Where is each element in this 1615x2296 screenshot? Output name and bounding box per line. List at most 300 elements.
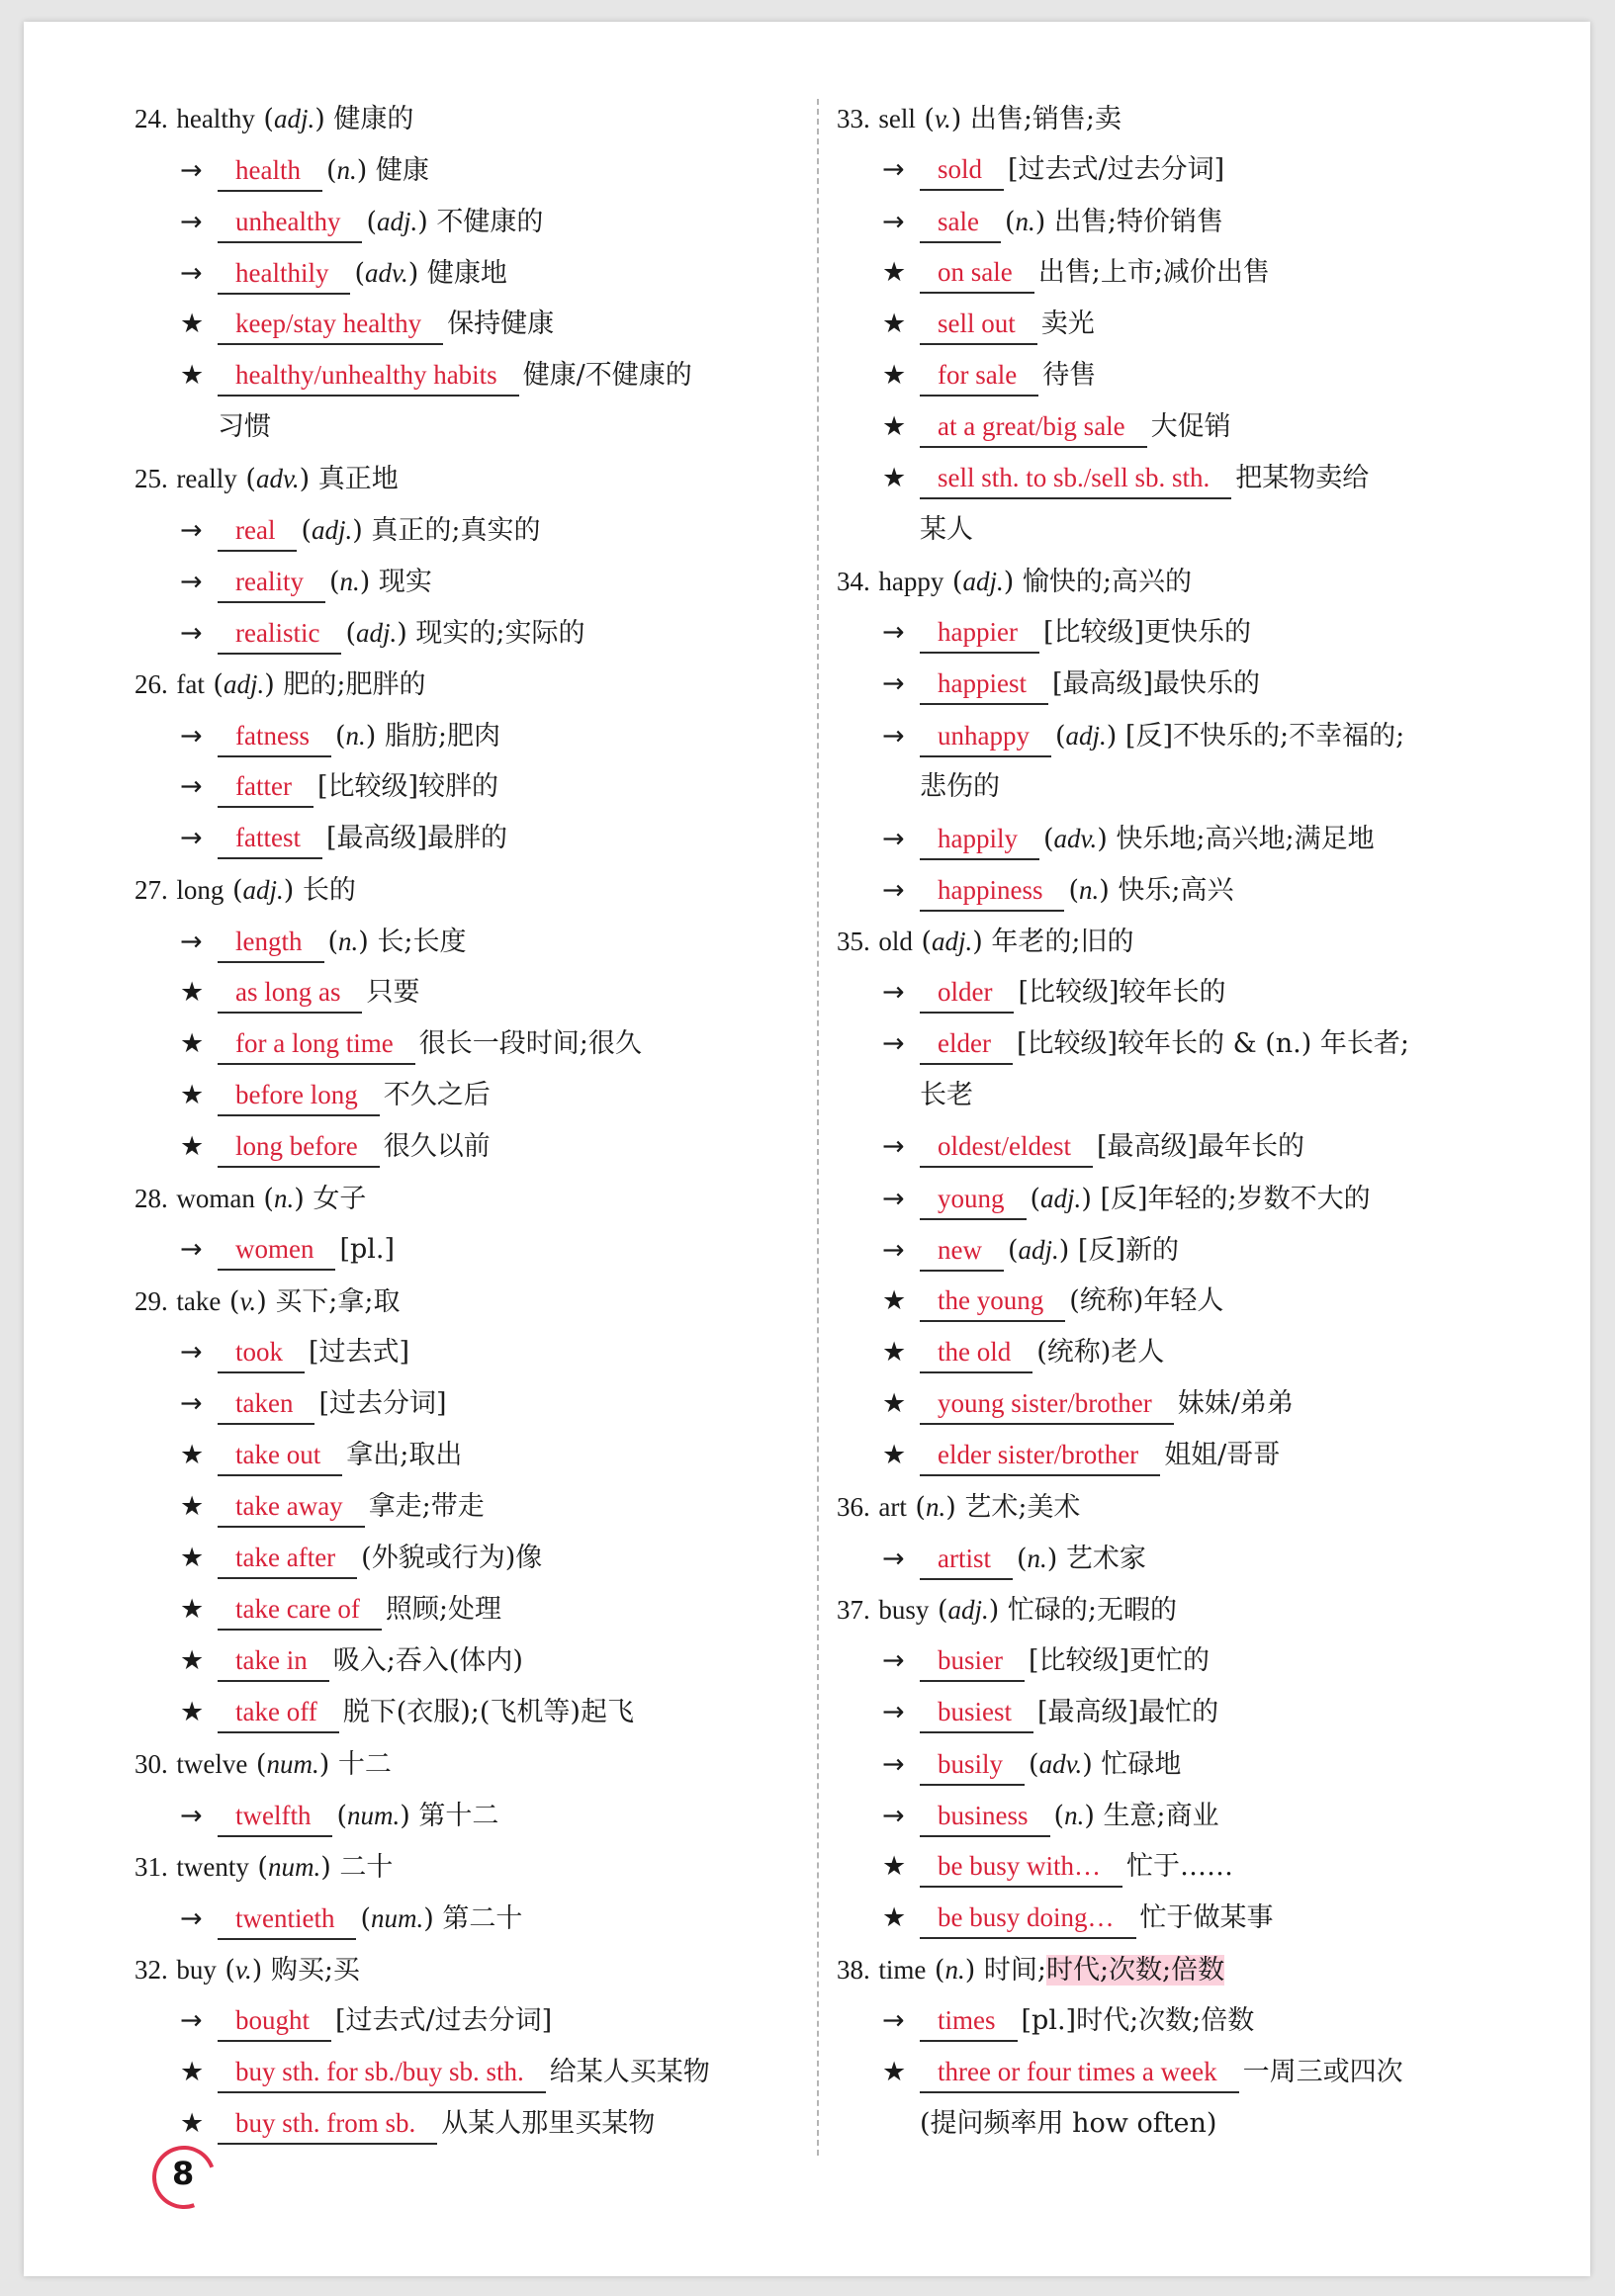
entry-derivative — [135, 2098, 827, 2150]
arrow-icon: → — [180, 771, 203, 802]
headword: old — [878, 927, 913, 956]
entry-derivative — [135, 813, 827, 864]
part-of-speech: v. — [234, 1955, 252, 1985]
arrow-icon: → — [180, 155, 203, 186]
part-of-speech: adj. — [962, 567, 1004, 596]
star-icon: ★ — [882, 1285, 907, 1316]
entry-derivative — [135, 1584, 827, 1635]
part-of-speech: adj. — [356, 618, 398, 648]
answer-blank: happiness — [920, 870, 1064, 912]
chinese-meaning: (统称)年轻人 — [1069, 1285, 1224, 1316]
answer-blank: take off — [218, 1692, 339, 1733]
part-of-speech: n. — [925, 1492, 946, 1522]
chinese-meaning: [比较级]更快乐的 — [1042, 617, 1252, 648]
part-of-speech: n. — [336, 155, 357, 185]
chinese-meaning: 忙于做某事 — [1139, 1902, 1274, 1933]
star-icon: ★ — [180, 1491, 205, 1522]
star-icon: ★ — [882, 411, 907, 442]
headword: happy — [878, 567, 944, 596]
chinese-meaning: 很久以前 — [383, 1131, 491, 1162]
entry-headword: 30. twelve (num.) 十二 — [135, 1749, 392, 1780]
chinese-meaning: [反]年轻的;岁数不大的 — [1100, 1184, 1371, 1214]
answer-blank: sale — [920, 202, 1001, 243]
entry-derivative — [135, 1430, 827, 1481]
entry-derivative — [135, 1070, 827, 1121]
arrow-icon: → — [882, 824, 905, 854]
entry-derivative — [837, 2047, 1529, 2098]
part-of-speech: n. — [273, 1184, 295, 1213]
star-icon: ★ — [180, 1697, 205, 1727]
entry-derivative — [135, 350, 827, 401]
chinese-meaning: 快乐;高兴 — [1118, 875, 1234, 906]
entry-derivative: → young (adj.) [反]年轻的;岁数不大的 — [837, 1173, 1529, 1224]
answer-blank: fattest — [218, 818, 322, 859]
star-icon: ★ — [180, 2057, 205, 2087]
star-icon: ★ — [180, 1080, 205, 1110]
entry-derivative: → happiness (n.) 快乐;高兴 — [837, 864, 1529, 916]
star-icon: ★ — [180, 977, 205, 1008]
entry-derivative — [837, 1378, 1529, 1430]
answer-blank: older — [920, 972, 1014, 1014]
arrow-icon: → — [882, 721, 905, 751]
answer-blank: health — [218, 150, 322, 192]
part-of-speech: n. — [1079, 875, 1100, 905]
answer-blank: happily — [920, 819, 1039, 860]
entry-number: 26. — [135, 669, 168, 699]
chinese-meaning: 给某人买某物 — [549, 2057, 710, 2087]
chinese-meaning: 姐姐/哥哥 — [1164, 1440, 1281, 1470]
arrow-icon: → — [180, 567, 203, 597]
answer-blank: three or four times a week — [920, 2052, 1239, 2093]
entry-derivative — [837, 1327, 1529, 1378]
entry-number: 36. — [837, 1492, 870, 1522]
chinese-meaning: [过去式] — [309, 1337, 410, 1368]
answer-blank: unhappy — [920, 716, 1051, 757]
entry-derivative — [135, 967, 827, 1018]
entry-derivative — [135, 1687, 827, 1738]
star-icon: ★ — [180, 309, 205, 339]
chinese-meaning: 健康 — [375, 155, 429, 186]
workbook-page — [24, 22, 1590, 2276]
chinese-meaning: [比较级]较年长的 & (n.) 年长者; — [1016, 1028, 1409, 1059]
part-of-speech: adv. — [255, 464, 300, 493]
headword: healthy — [176, 104, 255, 133]
chinese-meaning: [过去式/过去分词] — [335, 2005, 553, 2036]
part-of-speech: adj. — [947, 1595, 989, 1625]
part-of-speech: num. — [267, 1852, 321, 1882]
chinese-meaning: (统称)老人 — [1036, 1337, 1165, 1368]
entry-number: 29. — [135, 1286, 168, 1316]
chinese-meaning: 快乐地;高兴地;满足地 — [1116, 824, 1375, 854]
answer-blank: sell out — [920, 304, 1037, 345]
chinese-meaning: [最高级]最快乐的 — [1051, 668, 1261, 699]
chinese-meaning: 待售 — [1042, 360, 1097, 391]
arrow-icon: → — [882, 668, 905, 699]
answer-blank: at a great/big sale — [920, 406, 1147, 448]
answer-blank: new — [920, 1230, 1004, 1272]
entry-number: 34. — [837, 567, 870, 596]
star-icon: ★ — [180, 1028, 205, 1059]
entry-derivative: → realistic (adj.) 现实的;实际的 — [135, 607, 827, 659]
entry-derivative — [837, 1121, 1529, 1173]
entry-headword: 35. old (adj.) 年老的;旧的 — [837, 927, 1134, 957]
entry-derivative — [135, 1481, 827, 1533]
chinese-meaning: 卖光 — [1040, 309, 1095, 339]
chinese-meaning: 十二 — [337, 1749, 392, 1780]
answer-blank: be busy doing… — [920, 1898, 1136, 1939]
star-icon: ★ — [882, 360, 907, 391]
chinese-meaning: 愉快的;高兴的 — [1022, 567, 1192, 597]
chinese-meaning: 艺术家 — [1065, 1544, 1146, 1574]
arrow-icon: → — [882, 1235, 905, 1266]
part-of-speech: adv. — [1038, 1749, 1083, 1779]
answer-blank: busier — [920, 1640, 1025, 1682]
chinese-meaning: [最高级]最忙的 — [1037, 1697, 1219, 1727]
column-divider — [817, 99, 819, 2156]
part-of-speech: num. — [347, 1801, 401, 1830]
chinese-meaning: 健康/不健康的 — [522, 360, 692, 391]
answer-blank: women — [218, 1229, 335, 1271]
chinese-meaning: [比较级]较年长的 — [1018, 977, 1226, 1008]
entry-derivative — [837, 247, 1529, 299]
star-icon: ★ — [882, 463, 907, 493]
chinese-meaning: 现实的;实际的 — [415, 618, 585, 649]
entry-headword: 25. really (adv.) 真正地 — [135, 464, 399, 494]
page-number: 8 — [172, 2155, 195, 2192]
entry-headword: 37. busy (adj.) 忙碌的;无暇的 — [837, 1595, 1177, 1626]
chinese-meaning: 女子 — [313, 1184, 367, 1214]
entry-derivative: → happily (adv.) 快乐地;高兴地;满足地 — [837, 813, 1529, 864]
part-of-speech: adj. — [1018, 1235, 1059, 1265]
arrow-icon: → — [882, 1645, 905, 1676]
entry-derivative: → fatness (n.) 脂肪;肥肉 — [135, 710, 827, 761]
chinese-meaning: 不健康的 — [436, 207, 544, 237]
entry-derivative — [135, 1327, 827, 1378]
chinese-meaning: 大促销 — [1150, 411, 1231, 442]
entry-derivative — [837, 1893, 1529, 1944]
answer-blank: buy sth. for sb./buy sb. sth. — [218, 2052, 546, 2093]
entry-derivative — [135, 1635, 827, 1687]
arrow-icon: → — [882, 1749, 905, 1780]
answer-blank: busiest — [920, 1692, 1033, 1733]
arrow-icon: → — [882, 1544, 905, 1574]
star-icon: ★ — [882, 1337, 907, 1368]
entry-headword: 36. art (n.) 艺术;美术 — [837, 1492, 1081, 1523]
answer-blank: length — [218, 922, 324, 963]
entry-number: 28. — [135, 1184, 168, 1213]
chinese-meaning: 真正的;真实的 — [371, 515, 541, 546]
arrow-icon: → — [180, 1234, 203, 1265]
chinese-meaning: 脱下(衣服);(飞机等)起飞 — [342, 1697, 634, 1727]
arrow-icon: → — [882, 1028, 905, 1059]
chinese-meaning: 二十 — [339, 1852, 394, 1883]
answer-blank: buy sth. from sb. — [218, 2103, 437, 2145]
arrow-icon: → — [180, 515, 203, 546]
arrow-icon: → — [180, 1903, 203, 1934]
star-icon: ★ — [180, 1440, 205, 1470]
star-icon: ★ — [882, 1388, 907, 1419]
entry-derivative: → unhappy (adj.) [反]不快乐的;不幸福的; — [837, 710, 1529, 761]
chinese-meaning: 脂肪;肥肉 — [384, 721, 501, 751]
headword: long — [176, 875, 224, 905]
chinese-meaning: 忙于…… — [1126, 1851, 1233, 1882]
entry-derivative: → sale (n.) 出售;特价销售 — [837, 196, 1529, 247]
entry-derivative: → busily (adv.) 忙碌地 — [837, 1738, 1529, 1790]
arrow-icon: → — [180, 927, 203, 957]
left-column — [135, 93, 827, 2150]
arrow-icon: → — [882, 207, 905, 237]
answer-blank: for sale — [920, 355, 1038, 397]
answer-blank: keep/stay healthy — [218, 304, 443, 345]
chinese-meaning: [pl.] — [339, 1234, 396, 1265]
entry-derivative — [837, 967, 1529, 1018]
entry-number: 35. — [837, 927, 870, 956]
chinese-meaning: [最高级]最年长的 — [1096, 1131, 1305, 1162]
chinese-meaning: 出售;上市;减价出售 — [1037, 257, 1270, 288]
chinese-meaning: 第二十 — [442, 1903, 523, 1934]
entry-headword: 27. long (adj.) 长的 — [135, 875, 356, 906]
answer-blank: times — [920, 2000, 1018, 2042]
answer-blank: fatter — [218, 766, 314, 808]
entry-derivative — [135, 1995, 827, 2047]
entry-derivative — [135, 299, 827, 350]
chinese-meaning: 长的 — [302, 875, 356, 906]
entry-number: 38. — [837, 1955, 870, 1985]
entry-derivative: → health (n.) 健康 — [135, 144, 827, 196]
answer-blank: twelfth — [218, 1796, 332, 1837]
entry-headword: 29. take (v.) 买下;拿;取 — [135, 1286, 401, 1317]
answer-blank: the old — [920, 1332, 1032, 1373]
answer-blank: oldest/eldest — [920, 1126, 1093, 1168]
headword: art — [878, 1492, 907, 1522]
continued-text: 长老 — [920, 1080, 973, 1110]
star-icon: ★ — [882, 309, 907, 339]
headword: twenty — [176, 1852, 249, 1882]
entry-number: 31. — [135, 1852, 168, 1882]
continued-text: (提问频率用 how often) — [920, 2108, 1217, 2139]
entry-derivative — [837, 1276, 1529, 1327]
chinese-meaning: 不久之后 — [383, 1080, 491, 1110]
chinese-meaning: 健康的 — [333, 104, 414, 134]
chinese-meaning: [过去分词] — [318, 1388, 447, 1419]
entry-derivative — [837, 607, 1529, 659]
answer-blank: for a long time — [218, 1023, 415, 1065]
answer-blank: happiest — [920, 663, 1048, 705]
entry-derivative — [837, 401, 1529, 453]
answer-blank: bought — [218, 2000, 331, 2042]
arrow-icon: → — [882, 617, 905, 648]
part-of-speech: n. — [1015, 207, 1035, 236]
entry-derivative — [135, 2047, 827, 2098]
chinese-meaning: 照顾;处理 — [385, 1594, 502, 1625]
chinese-meaning: 年老的;旧的 — [991, 927, 1134, 957]
part-of-speech: adj. — [312, 515, 353, 545]
entry-derivative: → twelfth (num.) 第十二 — [135, 1790, 827, 1841]
entry-derivative: → real (adj.) 真正的;真实的 — [135, 504, 827, 556]
arrow-icon: → — [180, 721, 203, 751]
answer-blank: business — [920, 1796, 1050, 1837]
star-icon: ★ — [180, 2108, 205, 2139]
star-icon: ★ — [180, 1645, 205, 1676]
answer-blank: long before — [218, 1126, 380, 1168]
entry-headword: 34. happy (adj.) 愉快的;高兴的 — [837, 567, 1192, 597]
answer-blank: artist — [920, 1539, 1013, 1580]
entry-number: 33. — [837, 104, 870, 133]
answer-blank: be busy with… — [920, 1846, 1122, 1888]
entry-derivative: → length (n.) 长;长度 — [135, 916, 827, 967]
entry-headword: 32. buy (v.) 购买;买 — [135, 1955, 360, 1986]
entry-number: 25. — [135, 464, 168, 493]
entry-derivative: → reality (n.) 现实 — [135, 556, 827, 607]
star-icon: ★ — [180, 1131, 205, 1162]
answer-blank: happier — [920, 612, 1039, 654]
entry-derivative: → business (n.) 生意;商业 — [837, 1790, 1529, 1841]
entry-derivative — [837, 1995, 1529, 2047]
chinese-meaning: 现实 — [378, 567, 432, 597]
answer-blank: reality — [218, 562, 325, 603]
headword: time — [878, 1955, 927, 1985]
arrow-icon: → — [180, 1388, 203, 1419]
entry-number: 37. — [837, 1595, 870, 1625]
answer-blank: before long — [218, 1075, 380, 1116]
arrow-icon: → — [180, 1337, 203, 1368]
entry-derivative — [135, 1533, 827, 1584]
part-of-speech: n. — [1027, 1544, 1047, 1573]
entry-derivative — [837, 453, 1529, 504]
entry-derivative: → artist (n.) 艺术家 — [837, 1533, 1529, 1584]
answer-blank: young — [920, 1179, 1027, 1220]
continued-text: 悲伤的 — [920, 771, 1000, 802]
chinese-meaning: 妹妹/弟弟 — [1177, 1388, 1294, 1419]
chinese-meaning: 保持健康 — [447, 309, 555, 339]
answer-blank: the young — [920, 1280, 1065, 1322]
answer-blank: twentieth — [218, 1899, 356, 1940]
arrow-icon: → — [882, 1184, 905, 1214]
answer-blank: busily — [920, 1744, 1025, 1786]
arrow-icon: → — [882, 1697, 905, 1727]
part-of-speech: n. — [1064, 1801, 1085, 1830]
part-of-speech: adj. — [242, 875, 284, 905]
chinese-meaning: 出售;销售;卖 — [969, 104, 1122, 134]
chinese-meaning: (外貌或行为)像 — [361, 1543, 543, 1573]
star-icon: ★ — [882, 1902, 907, 1933]
entry-number: 24. — [135, 104, 168, 133]
right-column — [837, 93, 1529, 2150]
arrow-icon: → — [180, 823, 203, 853]
part-of-speech: adj. — [931, 927, 973, 956]
headword: really — [176, 464, 237, 493]
arrow-icon: → — [180, 2005, 203, 2036]
continued-text: 某人 — [920, 514, 973, 545]
entry-number: 27. — [135, 875, 168, 905]
arrow-icon: → — [882, 2005, 905, 2036]
headword: fat — [176, 669, 205, 699]
star-icon: ★ — [180, 360, 205, 391]
answer-blank: healthy/unhealthy habits — [218, 355, 519, 397]
arrow-icon: → — [882, 154, 905, 185]
arrow-icon: → — [882, 1801, 905, 1831]
chinese-meaning: 健康地 — [426, 258, 507, 289]
entry-headword: 28. woman (n.) 女子 — [135, 1184, 367, 1214]
part-of-speech: n. — [345, 721, 366, 751]
part-of-speech: n. — [944, 1955, 965, 1985]
star-icon: ★ — [882, 1851, 907, 1882]
answer-blank: unhealthy — [218, 202, 362, 243]
entry-derivative: → new (adj.) [反]新的 — [837, 1224, 1529, 1276]
answer-blank: sold — [920, 149, 1004, 191]
entry-derivative: → twentieth (num.) 第二十 — [135, 1893, 827, 1944]
answer-blank: take in — [218, 1640, 329, 1682]
chinese-meaning: 忙碌地 — [1101, 1749, 1182, 1780]
answer-blank: healthily — [218, 253, 350, 295]
headword: buy — [176, 1955, 217, 1985]
part-of-speech: adj. — [223, 669, 265, 699]
part-of-speech: num. — [371, 1903, 424, 1933]
continued-text: 习惯 — [218, 411, 271, 442]
answer-blank: as long as — [218, 972, 362, 1014]
part-of-speech: adj. — [1065, 721, 1107, 751]
part-of-speech: v. — [239, 1286, 257, 1316]
answer-blank: fatness — [218, 716, 331, 757]
chinese-meaning: 买下;拿;取 — [275, 1286, 401, 1317]
chinese-meaning: 长;长度 — [377, 927, 467, 957]
entry-derivative: → healthily (adv.) 健康地 — [135, 247, 827, 299]
chinese-meaning: 吸入;吞入(体内) — [332, 1645, 523, 1676]
entry-headword: 38. time (n.) 时间;时代;次数;倍数 — [837, 1955, 1225, 1986]
chinese-meaning: [最高级]最胖的 — [325, 823, 508, 853]
answer-blank: take out — [218, 1435, 342, 1476]
answer-blank: take after — [218, 1538, 357, 1579]
highlighted-meaning: 时代;次数;倍数 — [1045, 1955, 1225, 1986]
arrow-icon: → — [180, 1801, 203, 1831]
chinese-meaning: 真正地 — [317, 464, 399, 494]
entry-derivative — [837, 1018, 1529, 1070]
chinese-meaning: 把某物卖给 — [1235, 463, 1370, 493]
answer-blank: real — [218, 510, 297, 552]
part-of-speech: adj. — [377, 207, 418, 236]
entry-derivative — [837, 1687, 1529, 1738]
chinese-meaning: [反]新的 — [1077, 1235, 1179, 1266]
answer-blank: realistic — [218, 613, 341, 655]
entry-derivative — [135, 1121, 827, 1173]
arrow-icon: → — [180, 207, 203, 237]
headword: sell — [878, 104, 916, 133]
entry-derivative — [837, 299, 1529, 350]
answer-blank: elder sister/brother — [920, 1435, 1160, 1476]
answer-blank: on sale — [920, 252, 1034, 294]
entry-derivative: → unhealthy (adj.) 不健康的 — [135, 196, 827, 247]
entry-number: 32. — [135, 1955, 168, 1985]
part-of-speech: num. — [266, 1749, 319, 1779]
entry-derivative — [837, 1430, 1529, 1481]
chinese-meaning: 时间; — [983, 1955, 1046, 1986]
chinese-meaning: 第十二 — [418, 1801, 499, 1831]
arrow-icon: → — [882, 1131, 905, 1162]
chinese-meaning: [比较级]较胖的 — [316, 771, 499, 802]
arrow-icon: → — [882, 977, 905, 1008]
answer-blank: take care of — [218, 1589, 382, 1631]
chinese-meaning: 购买;买 — [270, 1955, 360, 1986]
part-of-speech: adj. — [273, 104, 315, 133]
chinese-meaning: 只要 — [366, 977, 420, 1008]
chinese-meaning: 忙碌的;无暇的 — [1007, 1595, 1177, 1626]
entry-headword: 31. twenty (num.) 二十 — [135, 1852, 394, 1883]
star-icon: ★ — [882, 1440, 907, 1470]
entry-derivative — [837, 659, 1529, 710]
answer-blank: young sister/brother — [920, 1383, 1174, 1425]
entry-derivative — [135, 761, 827, 813]
headword: take — [176, 1286, 222, 1316]
